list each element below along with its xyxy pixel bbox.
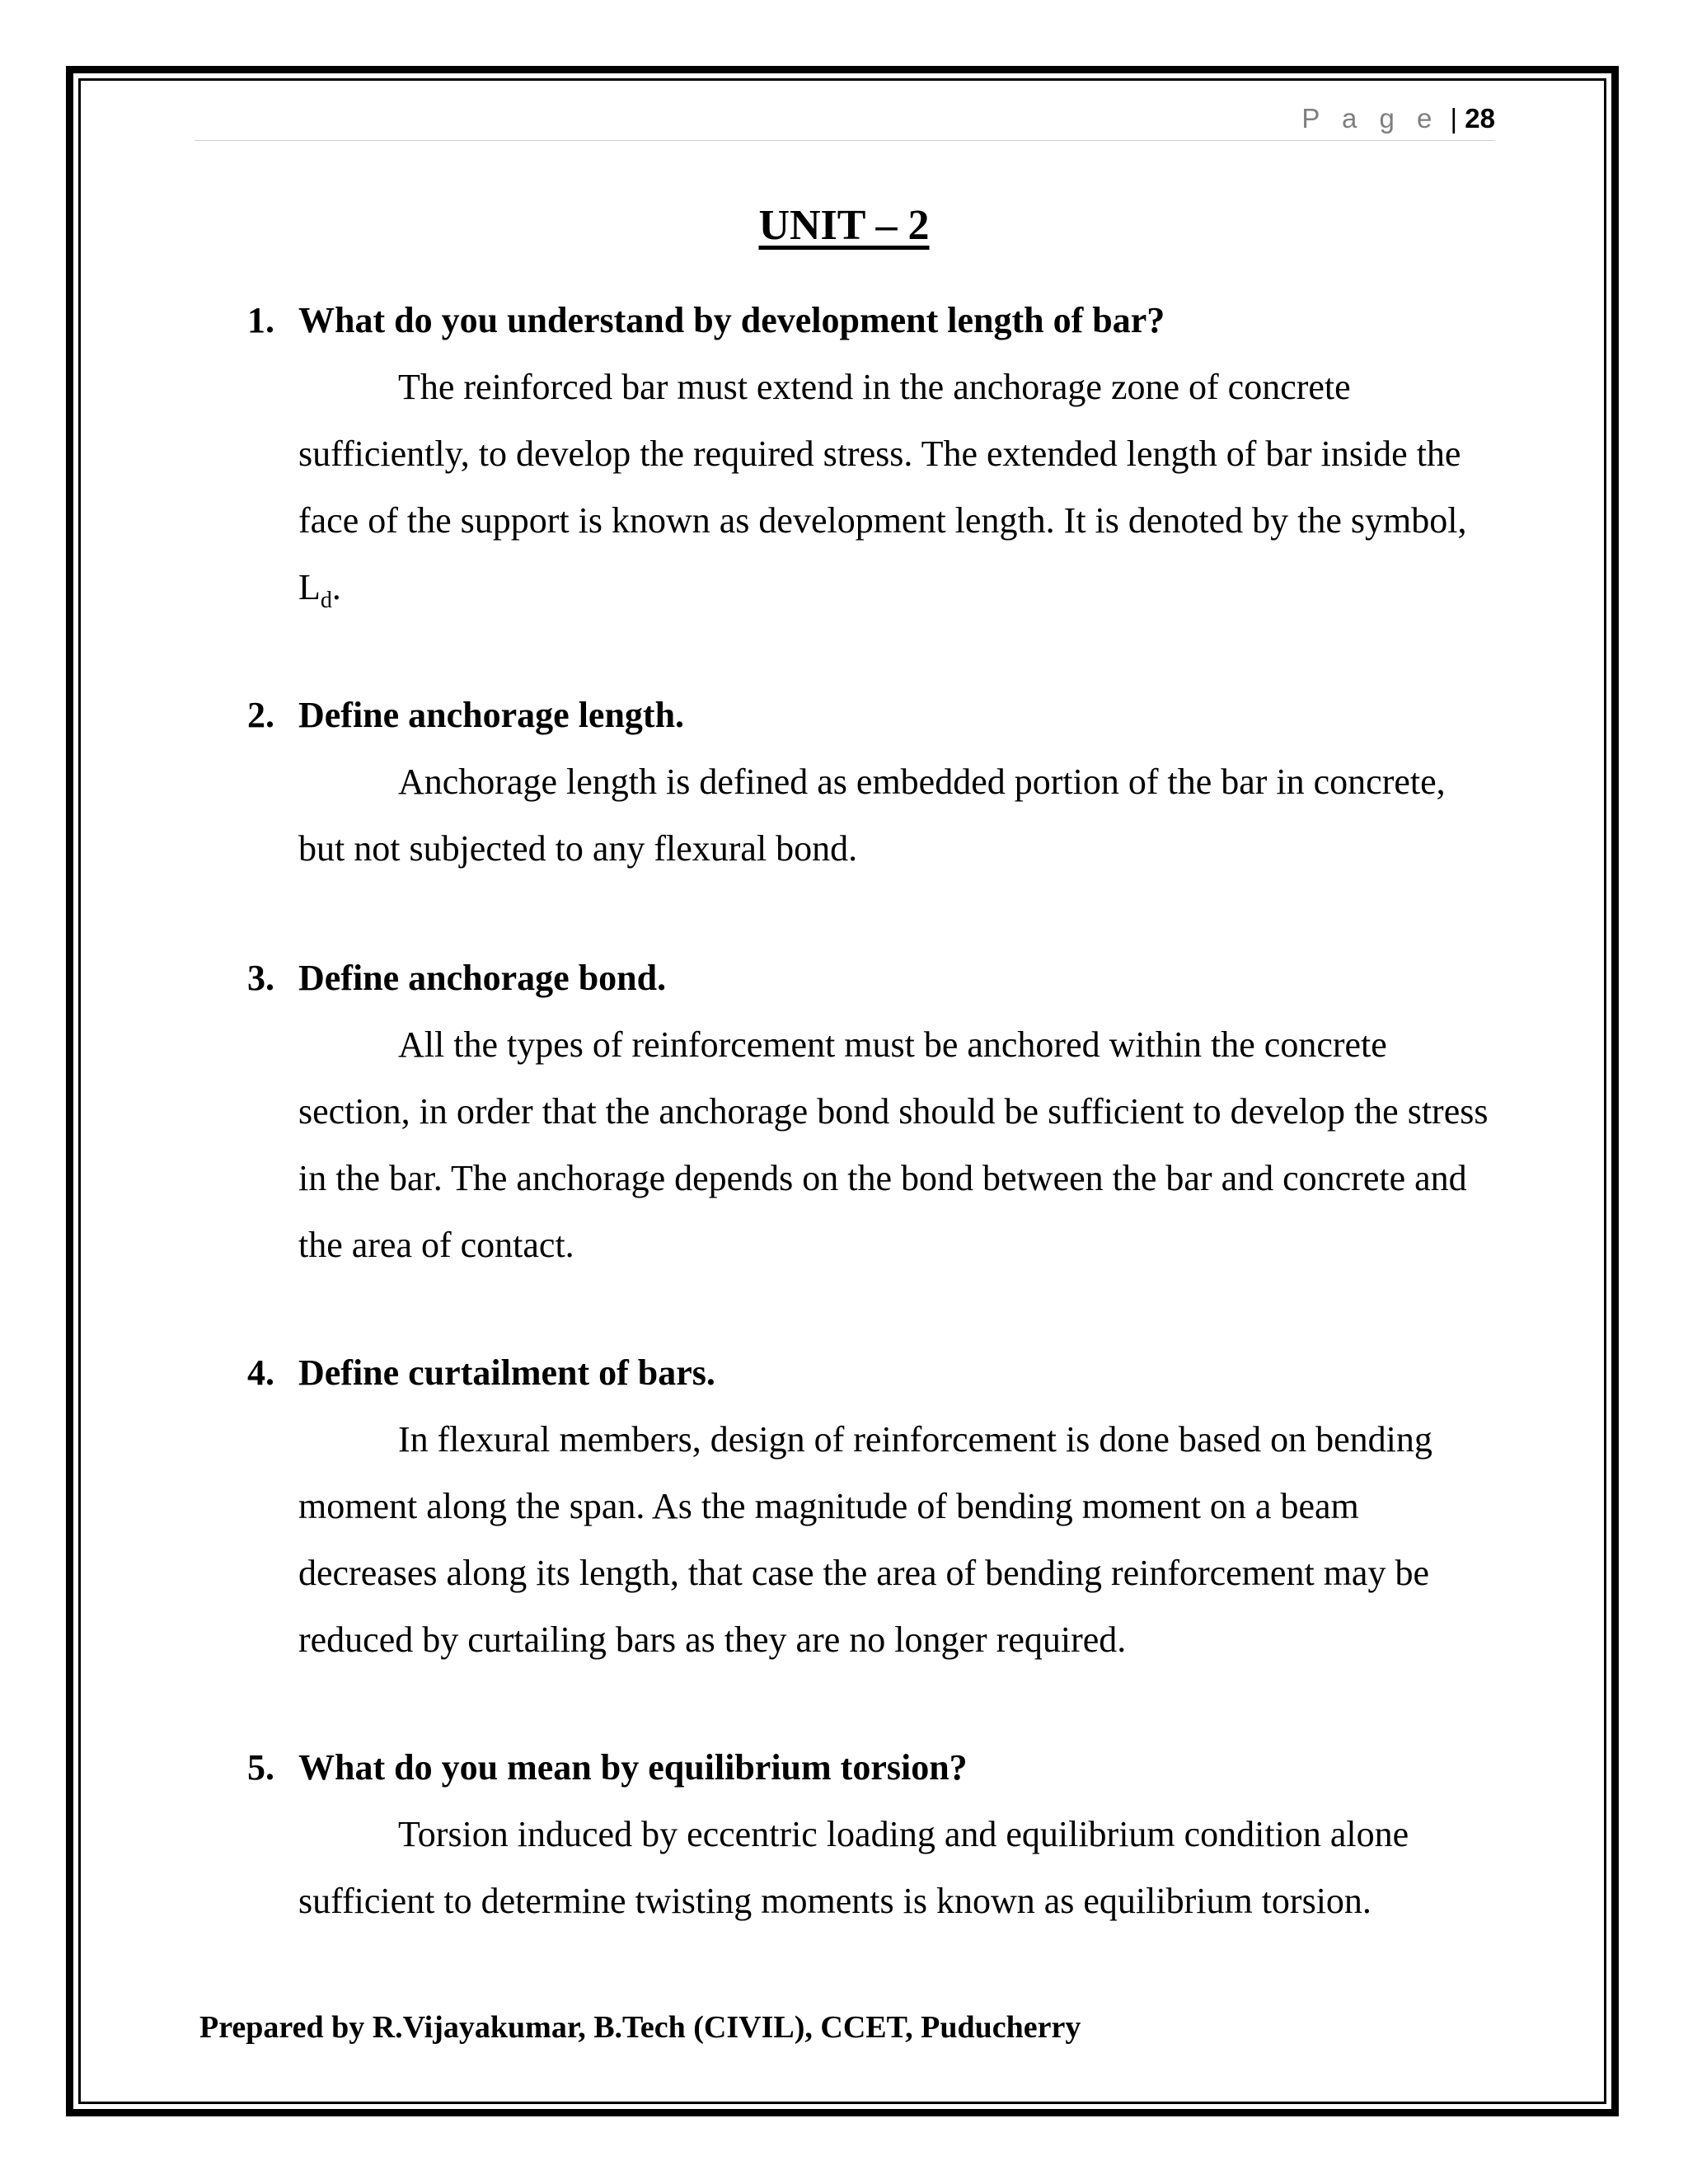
page-separator: | [1450,103,1458,134]
question-number: 3. [247,958,274,998]
question-heading [247,1339,1500,1406]
question-heading [247,1734,1500,1801]
question-heading [247,682,1500,748]
question-block-2 [247,682,1500,882]
footer-credit: Prepared by R.Vijayakumar, B.Tech (CIVIL), CCET, Puducherry [199,2010,1081,2045]
answer-body: The reinforced bar must extend in the anchorage zone of concrete sufficiently, to develop the required stress. The extended length of bar inside the face of the support is known as development length. It is denoted by the symbol, L [298,367,1467,607]
page-number: 28 [1465,103,1495,134]
answer-subscript: d [320,587,332,613]
page-label: P a g e [1301,103,1440,134]
answer-tail: . [331,567,341,607]
question-text: What do you understand by development length of bar? [298,300,1165,340]
question-block-3 [247,944,1500,1278]
question-text: What do you mean by equilibrium torsion? [298,1747,968,1788]
question-number: 1. [247,300,274,340]
question-block-5 [247,1734,1500,1934]
question-text: Define anchorage length. [298,695,685,735]
answer-text: In flexural members, design of reinforcement is done based on bending moment along the span. As the magnitude of bending moment on a beam decreases along its length, that case the area of bending reinforcement may be reduced by curtailing bars as they are no longer required. [298,1419,1432,1660]
question-text: Define anchorage bond. [298,958,667,998]
question-number: 4. [247,1352,274,1393]
answer-text [247,354,1500,634]
question-text: Define curtailment of bars. [298,1352,715,1393]
unit-title: UNIT – 2 [758,202,930,249]
question-heading [247,944,1500,1011]
question-number: 2. [247,695,274,735]
question-block-1 [247,287,1500,634]
question-block-4 [247,1339,1500,1673]
answer-text: Anchorage length is defined as embedded portion of the bar in concrete, but not subjected to any flexural bond. [298,762,1446,869]
question-heading [247,287,1500,354]
answer-text: Torsion induced by eccentric loading and equilibrium condition alone sufficient to determine twisting moments is known as equilibrium torsion. [298,1814,1409,1921]
question-number: 5. [247,1747,274,1788]
page-header [195,97,1495,141]
answer-text: All the types of reinforcement must be anchored within the concrete section, in order that the anchorage bond should be sufficient to develop the stress in the bar. The anchorage depends on the bond between the bar and concrete and the area of contact. [298,1024,1489,1265]
